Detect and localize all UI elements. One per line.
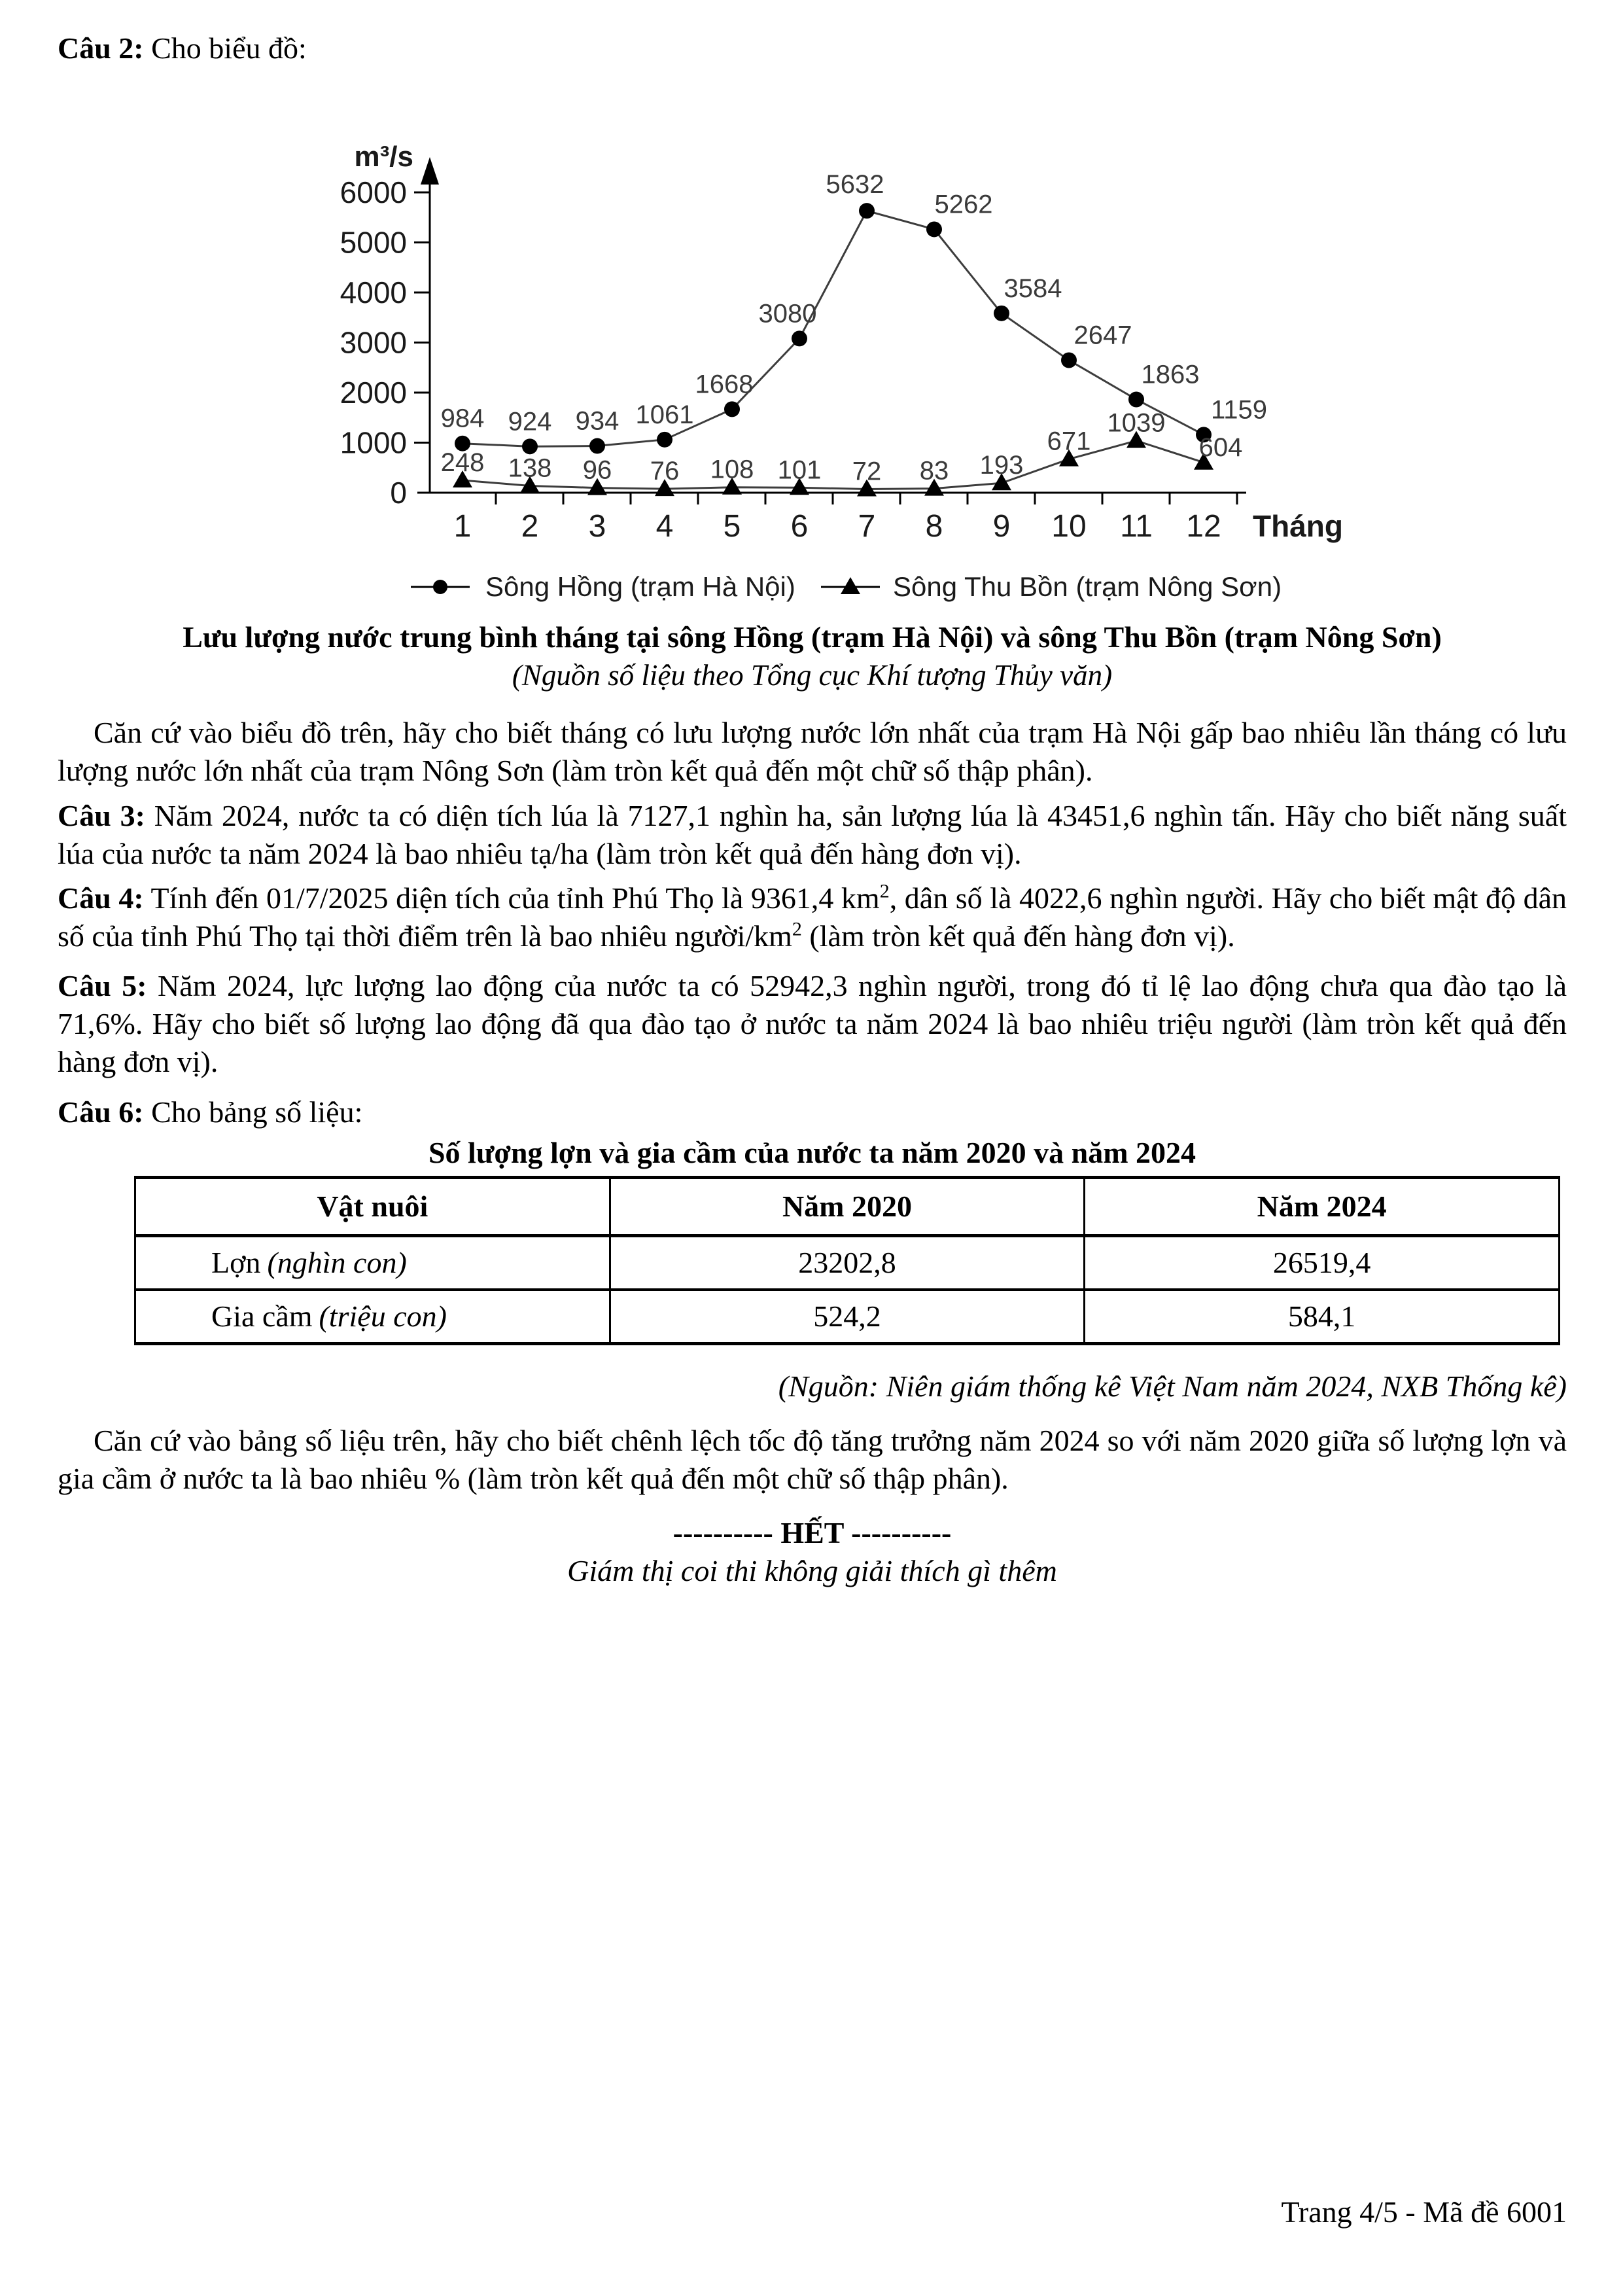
legend bbox=[411, 571, 1282, 602]
data-label: 5632 bbox=[826, 170, 884, 200]
data-label: 924 bbox=[508, 407, 552, 436]
data-label: 96 bbox=[582, 455, 612, 485]
data-label: 1668 bbox=[695, 370, 754, 399]
cau4-question bbox=[58, 879, 1567, 955]
month-label: 8 bbox=[925, 509, 943, 544]
month-label: 6 bbox=[790, 509, 809, 544]
data-point-circle bbox=[724, 401, 740, 417]
data-label: 83 bbox=[919, 456, 949, 486]
legend-triangle-marker bbox=[841, 577, 860, 594]
month-label: 5 bbox=[723, 509, 741, 544]
cau4-sup-1: 2 bbox=[879, 880, 890, 902]
animal-name: Gia cầm bbox=[211, 1299, 313, 1333]
data-label: 138 bbox=[508, 453, 552, 483]
cau2-heading bbox=[58, 29, 1567, 67]
data-point-circle bbox=[926, 221, 942, 237]
data-label: 1863 bbox=[1141, 360, 1200, 389]
table-cell-2024: 584,1 bbox=[1085, 1290, 1560, 1344]
table-header-2020: Năm 2020 bbox=[610, 1178, 1085, 1236]
data-point-circle bbox=[657, 432, 672, 448]
cau6-heading bbox=[58, 1093, 1567, 1131]
cau2-label: Câu 2: bbox=[58, 31, 144, 65]
cau4-text-2: , dân số là 4022,6 nghìn người. Hãy cho biết mật độ dân số của tỉnh Phú Thọ tại thời điểm trên là bao nhiêu người/km bbox=[58, 881, 1567, 953]
livestock-table bbox=[134, 1176, 1560, 1345]
data-label: 604 bbox=[1198, 433, 1243, 462]
cau4-label: Câu 4: bbox=[58, 881, 144, 915]
chart-title: Lưu lượng nước trung bình tháng tại sông Hồng (trạm Hà Nội) và sông Thu Bồn (trạm Nông Sơn) bbox=[183, 620, 1442, 654]
legend-label-song-hong: Sông Hồng (trạm Hà Nội) bbox=[485, 571, 795, 602]
month-label: 11 bbox=[1120, 509, 1153, 544]
data-label: 108 bbox=[710, 455, 754, 484]
cau2-question: Căn cứ vào biểu đồ trên, hãy cho biết tháng có lưu lượng nước lớn nhất của trạm Hà Nội gấp bao nhiêu lần tháng có lưu lượng nước lớn nhất của trạm Nông Sơn (làm tròn kết quả đến một chữ số thập phân). bbox=[58, 716, 1567, 787]
month-label: 12 bbox=[1186, 509, 1221, 544]
x-axis-title: Tháng bbox=[1253, 509, 1343, 543]
cau3-text: Năm 2024, nước ta có diện tích lúa là 7127,1 nghìn ha, sản lượng lúa là 43451,6 nghìn tấn. Hãy cho biết năng suất lúa của nước ta năm 2024 là bao nhiêu tạ/ha (làm tròn kết quả đến hàng đơn vị). bbox=[58, 799, 1567, 870]
cau3-question bbox=[58, 797, 1567, 873]
y-tick-label: 6000 bbox=[340, 175, 407, 209]
data-label: 671 bbox=[1047, 427, 1091, 456]
cau4-text-3: (làm tròn kết quả đến hàng đơn vị). bbox=[801, 919, 1235, 953]
data-label: 3080 bbox=[758, 299, 817, 328]
cau6-intro: Cho bảng số liệu: bbox=[143, 1095, 363, 1129]
data-label: 101 bbox=[777, 455, 822, 485]
data-point-circle bbox=[589, 438, 605, 454]
month-label: 1 bbox=[453, 509, 472, 544]
table-row bbox=[135, 1236, 1560, 1290]
table-cell-animal bbox=[135, 1290, 610, 1344]
animal-unit: (nghìn con) bbox=[267, 1246, 407, 1279]
month-label: 2 bbox=[521, 509, 539, 544]
page-footer: Trang 4/5 - Mã đề 6001 bbox=[1281, 2195, 1567, 2229]
table-cell-animal bbox=[135, 1236, 610, 1290]
data-label: 248 bbox=[440, 448, 485, 478]
data-label: 1061 bbox=[635, 400, 694, 429]
table-row bbox=[135, 1290, 1560, 1344]
data-label: 1039 bbox=[1107, 408, 1166, 438]
data-label: 934 bbox=[575, 406, 620, 436]
y-axis-arrow bbox=[421, 157, 439, 185]
cau5-question bbox=[58, 967, 1567, 1081]
data-point-circle bbox=[792, 330, 807, 346]
legend-circle-marker bbox=[433, 580, 447, 594]
data-label: 3584 bbox=[1003, 274, 1062, 303]
y-tick-label: 0 bbox=[390, 476, 407, 510]
data-label: 984 bbox=[440, 404, 485, 433]
y-tick-label: 1000 bbox=[340, 425, 407, 460]
data-label: 72 bbox=[852, 457, 882, 486]
table-header-2024: Năm 2024 bbox=[1085, 1178, 1560, 1236]
series-song-thu-bon bbox=[440, 406, 1243, 497]
proctor-note: Giám thị coi thi không giải thích gì thêm bbox=[567, 1554, 1057, 1587]
month-label: 3 bbox=[588, 509, 606, 544]
cau6-question: Căn cứ vào bảng số liệu trên, hãy cho biết chênh lệch tốc độ tăng trưởng năm 2024 so với năm 2020 giữa số lượng lợn và gia cầm ở nước ta là bao nhiêu % (làm tròn kết quả đến một chữ số thập phân). bbox=[58, 1424, 1567, 1495]
data-label: 193 bbox=[979, 451, 1024, 480]
month-label: 7 bbox=[858, 509, 876, 544]
month-label: 4 bbox=[655, 509, 674, 544]
cau5-text: Năm 2024, lực lượng lao động của nước ta có 52942,3 nghìn người, trong đó tỉ lệ lao động chưa qua đào tạo là 71,6%. Hãy cho biết số lượng lao động đã qua đào tạo ở nước ta năm 2024 là bao nhiêu triệu người (làm tròn kết quả đến hàng đơn vị). bbox=[58, 969, 1567, 1078]
data-label: 76 bbox=[650, 457, 680, 486]
data-point-circle bbox=[1061, 353, 1077, 368]
data-label: 2647 bbox=[1073, 321, 1132, 350]
table-cell-2020: 524,2 bbox=[610, 1290, 1085, 1344]
y-tick-label: 2000 bbox=[340, 376, 407, 410]
data-label: 5262 bbox=[934, 190, 993, 219]
table-cell-2024: 26519,4 bbox=[1085, 1236, 1560, 1290]
table-cell-2020: 23202,8 bbox=[610, 1236, 1085, 1290]
data-point-circle bbox=[994, 306, 1009, 321]
animal-name: Lợn bbox=[211, 1246, 261, 1279]
table-header-row bbox=[135, 1178, 1560, 1236]
table-source: (Nguồn: Niên giám thống kê Việt Nam năm 2024, NXB Thống kê) bbox=[778, 1369, 1567, 1403]
table-title: Số lượng lợn và gia cầm của nước ta năm 2020 và năm 2024 bbox=[428, 1136, 1196, 1169]
data-label: 1159 bbox=[1210, 395, 1268, 425]
data-point-circle bbox=[859, 203, 875, 219]
discharge-chart-figure bbox=[262, 124, 1348, 612]
data-point-circle bbox=[522, 438, 538, 454]
table-header-animal: Vật nuôi bbox=[135, 1178, 610, 1236]
cau3-label: Câu 3: bbox=[58, 799, 145, 832]
end-marker: ---------- HẾT ---------- bbox=[672, 1516, 952, 1549]
cau2-intro: Cho biểu đồ: bbox=[143, 31, 307, 65]
y-tick-label: 4000 bbox=[340, 275, 407, 309]
cau4-sup-2: 2 bbox=[792, 918, 802, 940]
month-label: 9 bbox=[992, 509, 1011, 544]
cau4-text-1: Tính đến 01/7/2025 diện tích của tỉnh Phú Thọ là 9361,4 km bbox=[143, 881, 880, 915]
y-tick-label: 5000 bbox=[340, 225, 407, 260]
cau6-label: Câu 6: bbox=[58, 1095, 144, 1129]
y-tick-label: 3000 bbox=[340, 325, 407, 360]
month-label: 10 bbox=[1051, 509, 1087, 544]
discharge-line-chart bbox=[262, 124, 1348, 612]
animal-unit: (triệu con) bbox=[319, 1299, 447, 1333]
chart-source: (Nguồn số liệu theo Tổng cục Khí tượng Thủy văn) bbox=[512, 659, 1113, 692]
cau5-label: Câu 5: bbox=[58, 969, 147, 1002]
data-point-circle bbox=[1128, 391, 1144, 407]
y-axis-unit: m³/s bbox=[354, 141, 413, 173]
legend-label-song-thu-bon: Sông Thu Bồn (trạm Nông Sơn) bbox=[893, 571, 1282, 602]
